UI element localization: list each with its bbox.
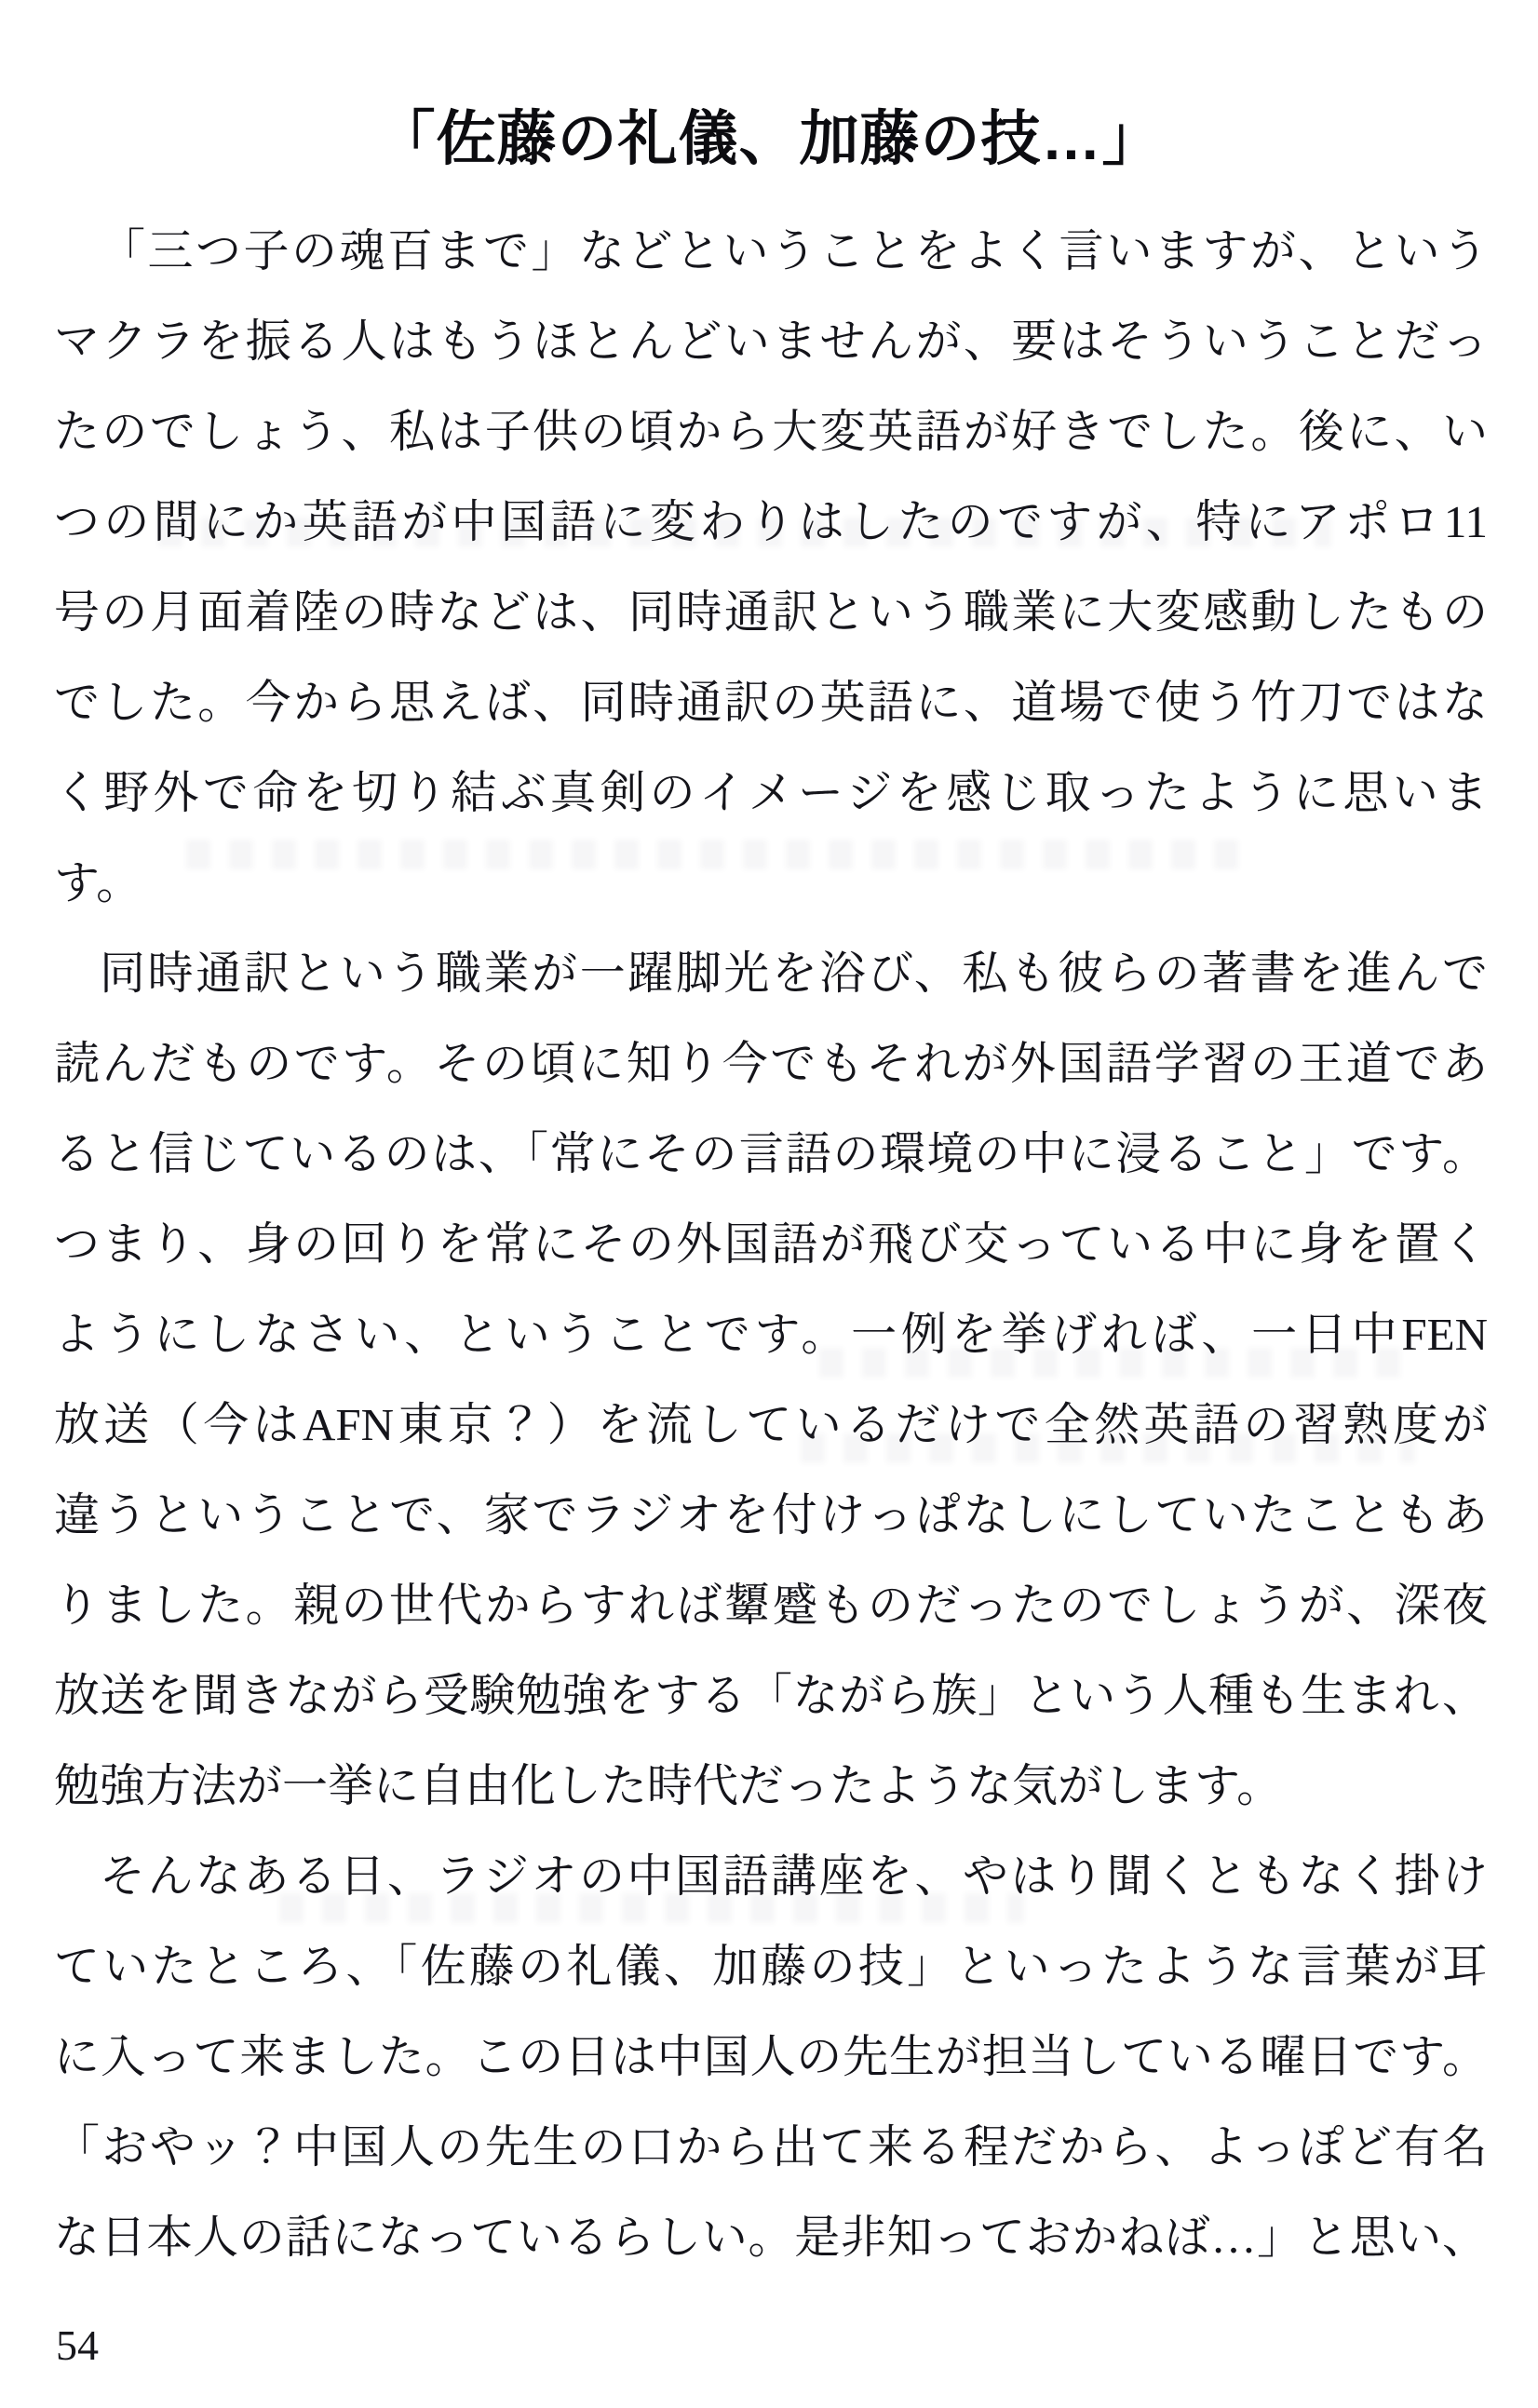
text-line: 放送を聞きながら受験勉強をする「ながら族」という人種も生まれ、 — [54, 1670, 1488, 1721]
text-line: そんなある日、ラジオの中国語講座を、やはり聞くともなく掛け — [100, 1850, 1488, 1902]
text-line: 勉強方法が一挙に自由化した時代だったような気がします。 — [54, 1760, 1283, 1811]
text-line: に入って来ました。この日は中国人の先生が担当している曜日です。 — [54, 2031, 1488, 2082]
page-number: 54 — [56, 2321, 99, 2369]
text-line: ようにしなさい、ということです。一例を挙げれば、一日中FEN — [54, 1309, 1488, 1360]
text-line: つまり、身の回りを常にその外国語が飛び交っている中に身を置く — [54, 1218, 1488, 1270]
text-line: 放送（今はAFN東京？）を流しているだけで全然英語の習熟度が — [54, 1399, 1488, 1450]
text-line: りました。親の世代からすれば顰蹙ものだったのでしょうが、深夜 — [54, 1580, 1488, 1631]
text-line: ていたところ、「佐藤の礼儀、加藤の技」といったような言葉が耳 — [54, 1941, 1488, 1992]
text-line: でした。今から思えば、同時通訳の英語に、道場で使う竹刀ではな — [54, 677, 1488, 728]
text-line: 「三つ子の魂百まで」などということをよく言いますが、という — [100, 225, 1488, 276]
text-line: 号の月面着陸の時などは、同時通訳という職業に大変感動したもの — [54, 586, 1488, 638]
text-line: 違うということで、家でラジオを付けっぱなしにしていたこともあ — [54, 1489, 1488, 1540]
text-line: たのでしょう、私は子供の頃から大変英語が好きでした。後に、い — [54, 406, 1488, 457]
text-line: マクラを振る人はもうほとんどいませんが、要はそういうことだっ — [54, 316, 1488, 367]
text-line: ると信じているのは、「常にその言語の環境の中に浸ること」です。 — [54, 1128, 1488, 1179]
text-line: く野外で命を切り結ぶ真剣のイメージを感じ取ったように思いま — [54, 767, 1488, 818]
text-line: つの間にか英語が中国語に変わりはしたのですが、特にアポロ11 — [54, 496, 1488, 547]
text-line: 同時通訳という職業が一躍脚光を浴び、私も彼らの著書を進んで — [100, 948, 1488, 999]
text-line: す。 — [54, 857, 142, 908]
text-line: 読んだものです。その頃に知り今でもそれが外国語学習の王道であ — [54, 1038, 1488, 1089]
text-line: 「おやッ？中国人の先生の口から出て来る程だから、よっぽど有名 — [54, 2121, 1488, 2173]
page-title: 「佐藤の礼儀、加藤の技…」 — [375, 104, 1163, 172]
body-text — [54, 206, 1488, 2282]
text-line: な日本人の話になっているらしい。是非知っておかねば…」と思い、 — [54, 2212, 1488, 2263]
